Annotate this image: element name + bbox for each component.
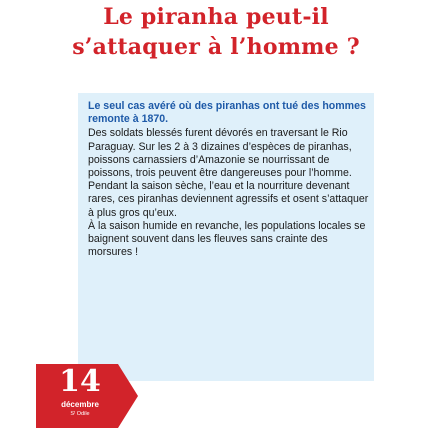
body-paragraph-2: Pendant la saison sèche, l’eau et la nourriture devenant rares, ces piranhas deviennent agressifs et osent s’attaquer à plus gros qu’eux. — [88, 180, 369, 219]
title-line-2: s’attaquer à l’homme ? — [72, 34, 360, 60]
date-badge — [36, 364, 140, 428]
date-saint: Sᵗ Odile — [70, 411, 90, 417]
title-line-1: Le piranha peut-il — [103, 4, 329, 30]
lead-paragraph: Le seul cas avéré où des piranhas ont tué des hommes remonte à 1870. — [88, 100, 366, 126]
body-paragraph-1: Des soldats blessés furent dévorés en traversant le Rio Paraguay. Sur les 2 à 3 dizaines d’espèces de piranhas, poissons carnassiers d’Amazonie se nourrissant de poissons, trois peuvent être dangereuses pour l’homme. — [88, 127, 352, 180]
date-day: 14 — [59, 364, 101, 399]
page-title — [0, 2, 432, 62]
body-paragraph-3: À la saison humide en revanche, les populations locales se baignent souvent dans les fleuves sans crainte des morsures ! — [88, 219, 366, 259]
article-body — [88, 100, 370, 259]
date-month: décembre — [61, 400, 99, 409]
